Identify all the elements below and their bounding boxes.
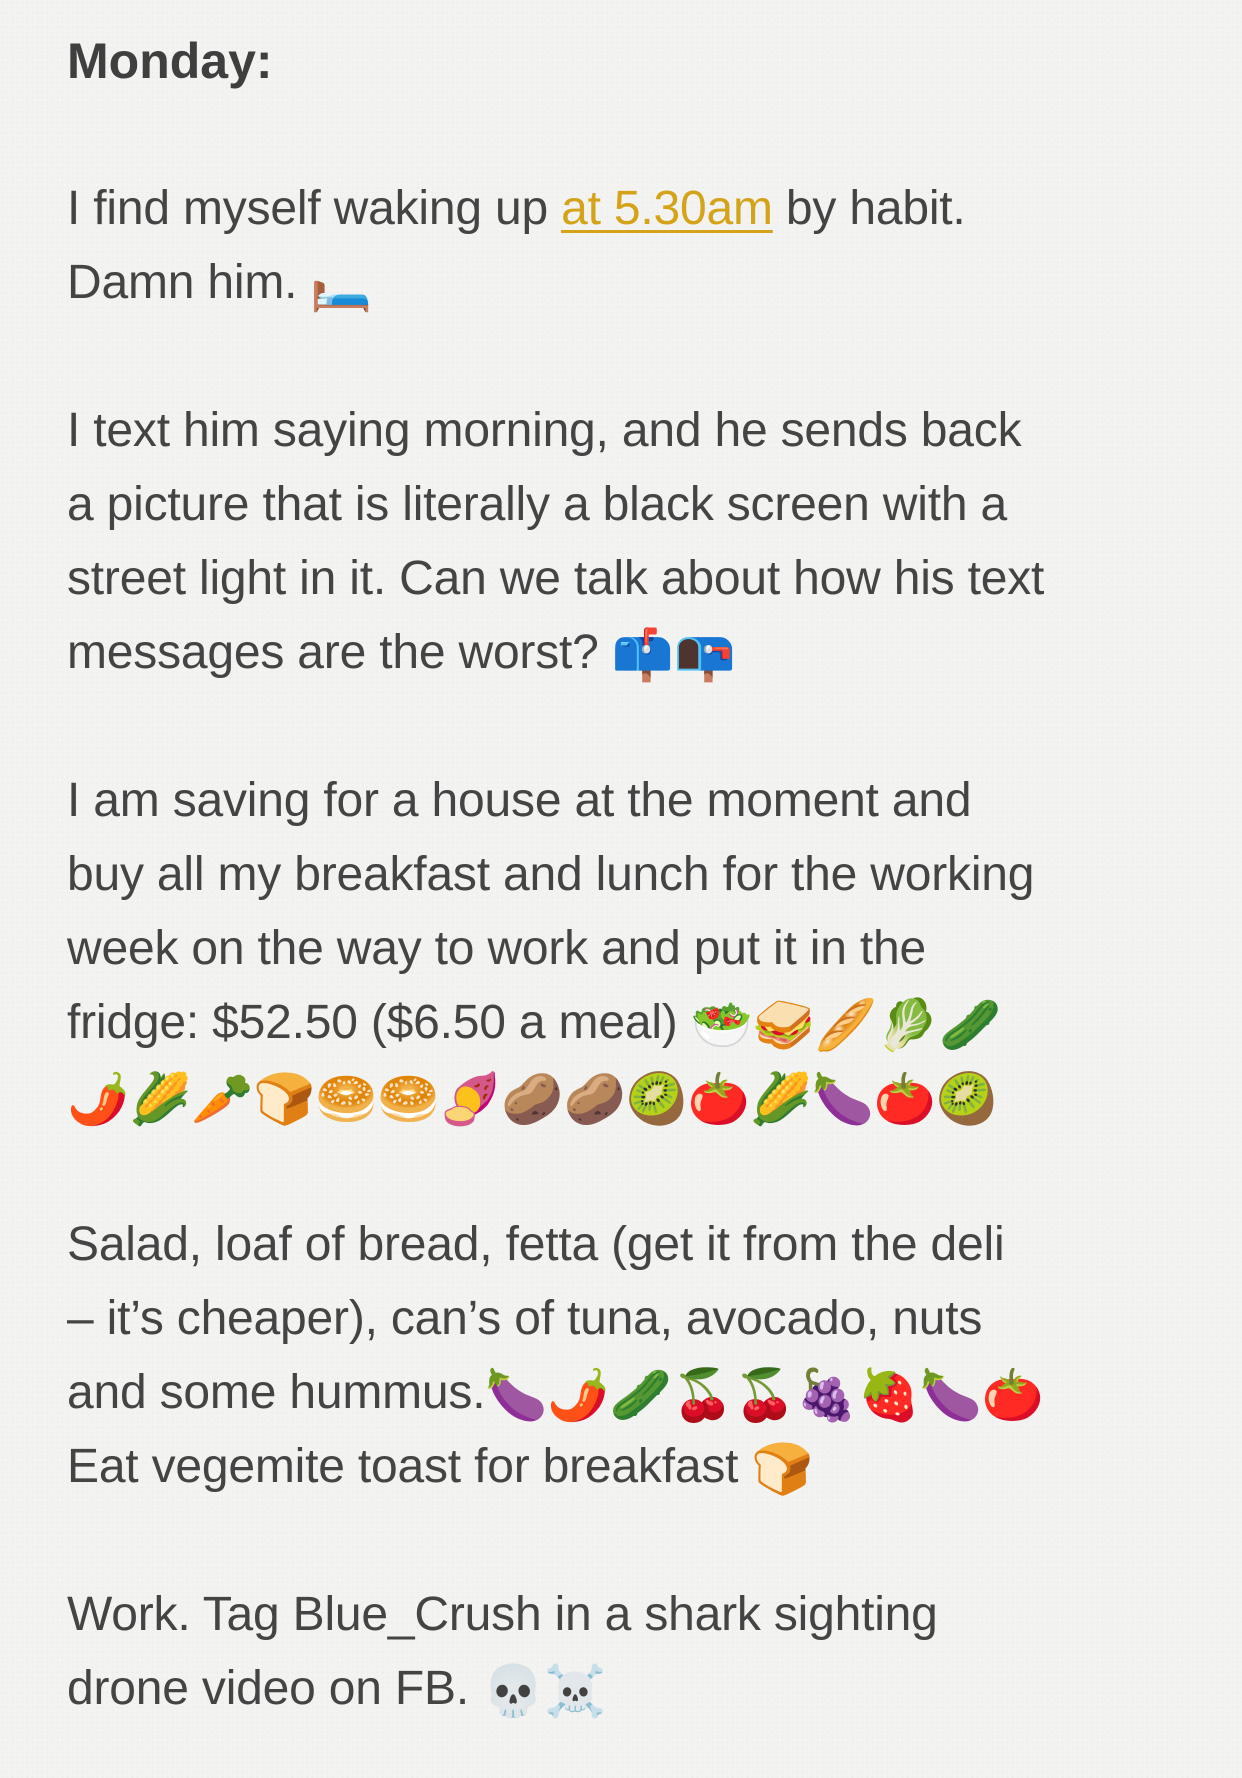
paragraph-line [67,172,1187,246]
paragraph-line [67,1356,1187,1430]
paragraph-line: week on the way to work and put it in the [67,922,926,975]
text-span: fridge: $52.50 ($6.50 a meal) [67,996,691,1049]
skull-icon: 💀☠️ [482,1662,607,1721]
spacer [67,320,1187,394]
paragraph-line [67,246,1187,320]
text-span: messages are the worst? [67,626,612,679]
text-span: Damn him. [67,256,311,309]
spacer [67,1134,1187,1208]
paragraph-wake-up [67,172,1187,320]
bed-icon: 🛏️ [310,256,373,315]
paragraph-line [67,616,1187,690]
paragraph-line [67,986,1187,1060]
spacer [67,98,1187,172]
text-span: drone video on FB. [67,1662,483,1715]
food-icons: 🍆🌶️🥒🍒🍒🍇🍓🍆🍅 [485,1366,1044,1425]
paragraph-line: Work. Tag Blue_Crush in a shark sighting [67,1588,938,1641]
text-span: I find myself waking up [67,182,562,235]
paragraph-work [67,1578,1187,1726]
paragraph-line [67,1652,1187,1726]
bread-icon: 🍞 [751,1440,814,1499]
paragraph-text-message [67,394,1187,690]
paragraph-line: – it’s cheaper), can’s of tuna, avocado, nuts [67,1292,983,1345]
text-span: Eat vegemite toast for breakfast [67,1440,752,1493]
text-span: and some hummus. [67,1366,486,1419]
paragraph-line: a picture that is literally a black screen with a [67,478,1007,531]
mailbox-icon: 📫📭 [611,626,736,685]
paragraph-line: buy all my breakfast and lunch for the working [67,848,1035,901]
paragraph-line: I am saving for a house at the moment and [67,774,972,827]
paragraph-line: Salad, loaf of bread, fetta (get it from the deli [67,1218,1005,1271]
paragraph-shopping [67,1208,1187,1504]
paragraph-saving [67,764,1187,1134]
time-link[interactable]: at 5.30am [561,182,773,235]
paragraph-line: street light in it. Can we talk about how his text [67,552,1045,605]
paragraph-line [67,1060,1187,1134]
note-body [67,0,1187,1726]
food-icons: 🌶️🌽🥕🍞🥯🥯🍠🥔🥔🥝🍅🌽🍆🍅🥝 [67,1070,998,1129]
spacer [67,690,1187,764]
paragraph-line [67,1430,1187,1504]
paragraph-line: I text him saying morning, and he sends back [67,404,1022,457]
text-span: by habit. [772,182,966,235]
food-icons: 🥗🥪🥖🥬🥒 [690,996,1002,1055]
note-title: Monday: [67,33,273,89]
spacer [67,1504,1187,1578]
